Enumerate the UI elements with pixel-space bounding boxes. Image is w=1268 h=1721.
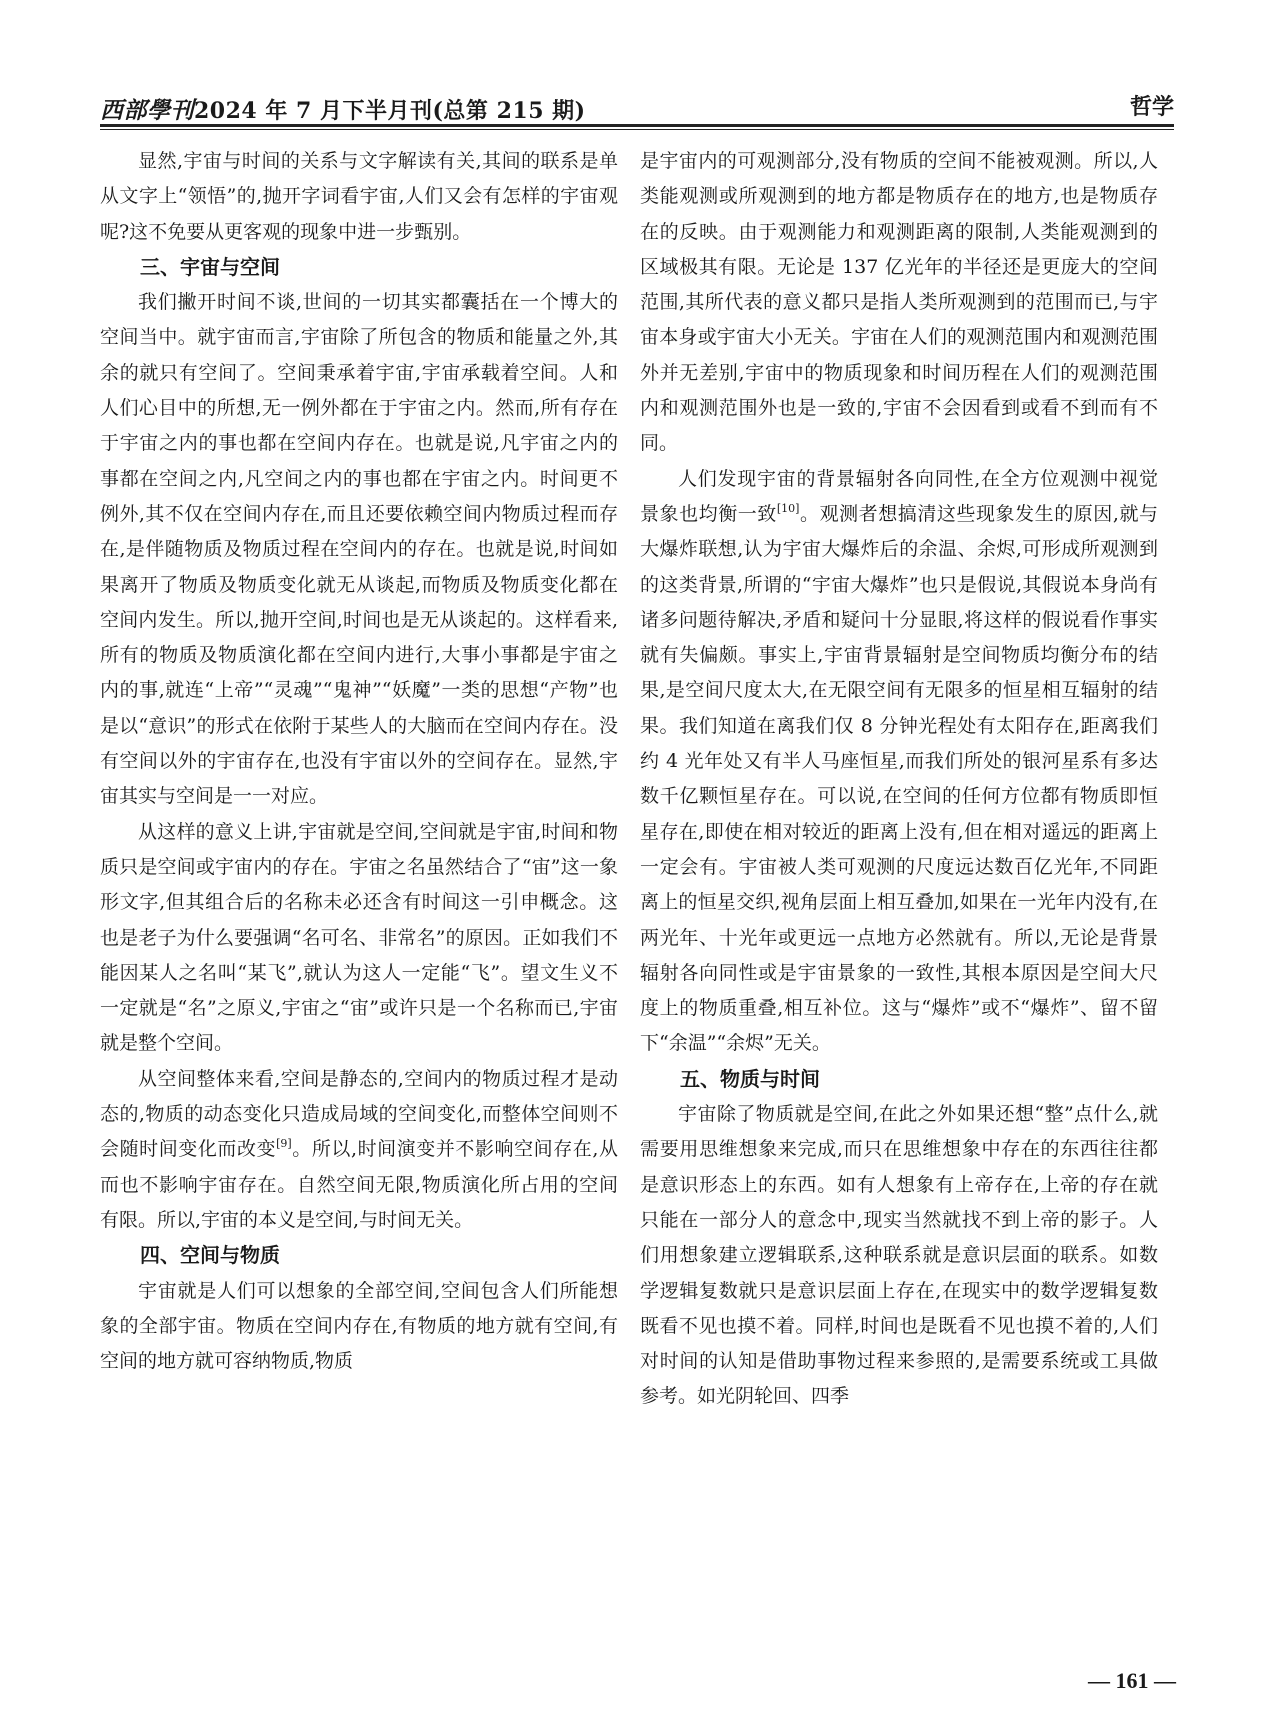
paragraph bbox=[100, 1062, 618, 1238]
page-number: — 161 — bbox=[1088, 1668, 1176, 1693]
paragraph: 是宇宙内的可观测部分,没有物质的空间不能被观测。所以,人类能观测或所观测到的地方都是物质存在的地方,也是物质存在的反映。由于观测能力和观测距离的限制,人类能观测到的区域极其有限。无论是 137 亿光年的半径还是更庞大的空间范围,其所代表的意义都只是指人类所观测到的范围而已,与宇宙本身或宇宙大小无关。宇宙在人们的观测范围内和观测范围外并无差别,宇宙中的物质现象和时间历程在人们的观测范围内和观测范围外也是一致的,宇宙不会因看到或看不到而有不同。 bbox=[640, 150, 1158, 455]
paragraph-text: 。观测者想搞清这些现象发生的原因,就与大爆炸联想,认为宇宙大爆炸后的余温、余烬,可形成所观测到的这类背景,所谓的“宇宙大爆炸”也只是假说,其假说本身尚有诸多问题待解决,矛盾和疑问十分显眼,将这样的假说看作事实就有失偏颇。事实上,宇宙背景辐射是空间物质均衡分布的结果,是空间尺度太大,在无限空间有无限多的恒星相互辐射的结果。我们知道在离我们仅 8 分钟光程处有太阳存在,距离我们约 4 光年处又有半人马座恒星,而我们所处的银河星系有多达数千亿颗恒星存在。可以说,在空间的任何方位都有物质即恒星存在,即使在相对较近的距离上没有,但在相对遥远的距离上一定会有。宇宙被人类可观测的尺度远达数百亿光年,不同距离上的恒星交织,视角层面上相互叠加,如果在一光年内没有,在两光年、十光年或更远一点地方必然就有。所以,无论是背景辐射各向同性或是宇宙景象的一致性,其根本原因是空间大尺度上的物质重叠,相互补位。这与“爆炸”或不“爆炸”、留不留下“余温”“余烬”无关。 bbox=[640, 502, 1158, 1055]
citation-ref: [10] bbox=[776, 501, 800, 515]
section-heading: 三、宇宙与空间 bbox=[140, 254, 280, 279]
paragraph-text: 从空间整体来看,空间是静态的,空间内的物质过程才是动态的,物质的动态变化只造成局域的空间变化,而整体空间则不会随时间变化而改变 bbox=[100, 1067, 618, 1161]
citation-ref: [9] bbox=[276, 1137, 292, 1151]
header-rule bbox=[100, 124, 1174, 130]
paragraph bbox=[640, 462, 1158, 1062]
paragraph: 显然,宇宙与时间的关系与文字解读有关,其间的联系是单从文字上“领悟”的,抛开字词看宇宙,人们又会有怎样的宇宙观呢?这不免要从更客观的现象中进一步甄别。 bbox=[100, 150, 618, 243]
paragraph-text: 人们发现宇宙的背景辐射各向同性,在全方位观测中视觉景象也均衡一致 bbox=[640, 467, 1158, 525]
section-heading: 五、物质与时间 bbox=[680, 1066, 820, 1091]
paragraph: 从这样的意义上讲,宇宙就是空间,空间就是宇宙,时间和物质只是空间或宇宙内的存在。宇宙之名虽然结合了“宙”这一象形文字,但其组合后的名称未必还含有时间这一引申概念。这也是老子为什么要强调“名可名、非常名”的原因。正如我们不能因某人之名叫“某飞”,就认为这人一定能“飞”。望文生义不一定就是“名”之原义,宇宙之“宙”或许只是一个名称而已,宇宙就是整个空间。 bbox=[100, 820, 618, 1055]
right-column bbox=[640, 144, 1158, 1415]
page-header bbox=[100, 86, 1174, 126]
left-column bbox=[100, 144, 618, 1379]
journal-logo: 西部學刊 bbox=[100, 97, 194, 124]
section-label: 哲学 bbox=[1129, 95, 1174, 120]
paragraph: 宇宙除了物质就是空间,在此之外如果还想“整”点什么,就需要用思维想象来完成,而只在思维想象中存在的东西往往都是意识形态上的东西。如有人想象有上帝存在,上帝的存在就只能在一部分人的意念中,现实当然就找不到上帝的影子。人们用想象建立逻辑联系,这种联系就是意识层面的联系。如数学逻辑复数就只是意识层面上存在,在现实中的数学逻辑复数既看不见也摸不着。同样,时间也是既看不见也摸不着的,人们对时间的认知是借助事物过程来参照的,是需要系统或工具做参考。如光阴轮回、四季 bbox=[640, 1103, 1158, 1408]
journal-title bbox=[100, 92, 586, 125]
paragraph: 宇宙就是人们可以想象的全部空间,空间包含人们所能想象的全部宇宙。物质在空间内存在,有物质的地方就有空间,有空间的地方就可容纳物质,物质 bbox=[100, 1279, 618, 1373]
issue-info: 2024 年 7 月下半月刊(总第 215 期) bbox=[194, 98, 586, 124]
section-heading: 四、空间与物质 bbox=[140, 1243, 280, 1268]
paragraph-text: 。所以,时间演变并不影响空间存在,从而也不影响宇宙存在。自然空间无限,物质演化所占用的空间有限。所以,宇宙的本义是空间,与时间无关。 bbox=[100, 1138, 618, 1231]
paragraph: 我们撇开时间不谈,世间的一切其实都囊括在一个博大的空间当中。就宇宙而言,宇宙除了所包含的物质和能量之外,其余的就只有空间了。空间秉承着宇宙,宇宙承载着空间。人和人们心目中的所想,无一例外都在于宇宙之内。然而,所有存在于宇宙之内的事也都在空间内存在。也就是说,凡宇宙之内的事都在空间之内,凡空间之内的事也都在宇宙之内。时间更不例外,其不仅在空间内存在,而且还要依赖空间内物质过程而存在,是伴随物质及物质过程在空间内的存在。也就是说,时间如果离开了物质及物质变化就无从谈起,而物质及物质变化都在空间内发生。所以,抛开空间,时间也是无从谈起的。这样看来,所有的物质及物质演化都在空间内进行,大事小事都是宇宙之内的事,就连“上帝”“灵魂”“鬼神”“妖魔”一类的思想“产物”也是以“意识”的形式在依附于某些人的大脑而在空间内存在。没有空间以外的宇宙存在,也没有宇宙以外的空间存在。显然,宇宙其实与空间是一一对应。 bbox=[100, 291, 618, 808]
